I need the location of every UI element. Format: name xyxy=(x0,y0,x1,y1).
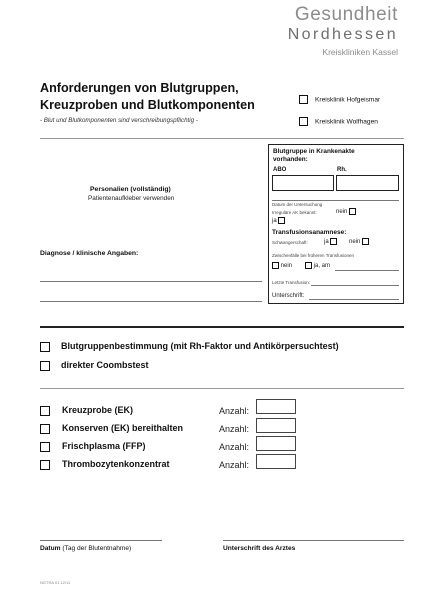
product-konserven[interactable] xyxy=(40,423,183,434)
product-kreuzprobe[interactable] xyxy=(40,405,133,416)
transfusionsanamnese-title: Transfusionsanamnese: xyxy=(272,229,347,236)
diagnose-line-2[interactable] xyxy=(40,301,262,302)
logo-line-1: Gesundheit xyxy=(294,4,398,25)
checkbox[interactable] xyxy=(40,460,50,470)
form-code: NGTRA 01 12/11 xyxy=(40,580,71,585)
checkbox[interactable] xyxy=(272,262,279,269)
divider-top xyxy=(40,138,404,139)
anzahl-field-thrombozyten[interactable] xyxy=(256,454,296,469)
diagnose-label: Diagnose / klinische Angaben: xyxy=(40,250,139,257)
unterschrift-line[interactable] xyxy=(309,299,399,300)
clinic-option-wolfhagen[interactable] xyxy=(299,117,378,126)
clinic-option-hofgeismar[interactable] xyxy=(299,95,380,104)
checkbox[interactable] xyxy=(299,95,308,104)
form-title-line-1: Anforderungen von Blutgruppen, xyxy=(40,81,239,95)
zwischenfaelle-ja-option[interactable] xyxy=(305,262,330,269)
checkbox[interactable] xyxy=(299,117,308,126)
form-subtitle: - Blut und Blutkomponenten sind verschreibungspflichtig - xyxy=(40,117,198,124)
anzahl-label: Anzahl: xyxy=(219,460,250,470)
bloodgroup-title-line-1: Blutgruppe in Krankenakte xyxy=(273,148,355,155)
anzahl-label: Anzahl: xyxy=(219,424,250,434)
ja-label: ja xyxy=(272,218,277,225)
product-label: Frischplasma (FFP) xyxy=(62,441,146,451)
form-title-line-2: Kreuzproben und Blutkomponenten xyxy=(40,98,255,112)
product-label: Thrombozytenkonzentrat xyxy=(62,459,170,469)
checkbox[interactable] xyxy=(330,238,337,245)
zwischenfaelle-label: Zwischenfälle bei früheren Transfusionen xyxy=(272,253,355,258)
checkbox[interactable] xyxy=(40,442,50,452)
anzahl-label: Anzahl: xyxy=(219,406,250,416)
product-thrombozytenkonzentrat[interactable] xyxy=(40,459,170,470)
logo-line-3: Kreiskliniken Kassel xyxy=(322,47,398,57)
checkbox[interactable] xyxy=(40,342,50,352)
datum-line[interactable] xyxy=(40,540,162,541)
checkbox[interactable] xyxy=(305,262,312,269)
unterschrift-label: Unterschrift: xyxy=(272,293,305,299)
nein-label: nein xyxy=(336,209,348,216)
test-blutgruppenbestimmung[interactable] xyxy=(40,341,339,352)
test-label: direkter Coombstest xyxy=(61,360,149,370)
checkbox[interactable] xyxy=(362,238,369,245)
bloodgroup-panel xyxy=(268,144,404,304)
zwischenfaelle-datum-line[interactable] xyxy=(335,270,399,271)
irregulaere-ja-option[interactable] xyxy=(272,217,285,224)
diagnose-line-1[interactable] xyxy=(40,281,262,282)
patientenaufkleber-hint: Patientenaufkleber verwenden xyxy=(88,195,175,202)
product-label: Konserven (EK) bereithalten xyxy=(62,423,184,433)
rh-label: Rh. xyxy=(337,167,347,173)
anzahl-field-kreuzprobe[interactable] xyxy=(256,399,296,414)
arzt-unterschrift-line[interactable] xyxy=(223,540,404,541)
clinic-label: Kreisklinik Wolfhagen xyxy=(315,118,378,126)
letzte-transfusion-line[interactable] xyxy=(311,285,399,286)
anzahl-field-frischplasma[interactable] xyxy=(256,436,296,451)
datum-label-bold: Datum xyxy=(40,545,61,552)
clinic-label: Kreisklinik Hofgeismar xyxy=(315,96,381,104)
zwischenfaelle-nein-option[interactable] xyxy=(272,262,292,269)
checkbox[interactable] xyxy=(278,217,285,224)
bloodgroup-title-line-2: vorhanden: xyxy=(273,156,308,163)
ja-am-label: ja, am xyxy=(313,263,331,270)
checkbox[interactable] xyxy=(40,424,50,434)
schwangerschaft-nein-option[interactable] xyxy=(349,238,369,245)
divider-tests xyxy=(40,326,404,328)
form-title xyxy=(40,80,255,114)
nein-label: nein xyxy=(280,263,293,270)
test-label: Blutgruppenbestimmung (mit Rh-Faktor und Antikörpersuchtest) xyxy=(61,341,339,351)
checkbox[interactable] xyxy=(349,208,356,215)
ja-label: ja xyxy=(324,239,329,246)
checkbox[interactable] xyxy=(40,361,50,371)
datum-untersuchung-line[interactable] xyxy=(272,200,399,201)
datum-label xyxy=(40,545,131,552)
rh-field[interactable] xyxy=(336,175,399,191)
datum-untersuchung-label: Datum der Untersuchung xyxy=(272,202,323,207)
anzahl-field-konserven[interactable] xyxy=(256,418,296,433)
irregulaere-nein-option[interactable] xyxy=(336,208,356,215)
product-frischplasma[interactable] xyxy=(40,441,146,452)
product-label: Kreuzprobe (EK) xyxy=(62,405,134,415)
abo-field[interactable] xyxy=(272,175,334,191)
logo-line-2: Nordhessen xyxy=(287,26,398,43)
anzahl-label: Anzahl: xyxy=(219,442,250,452)
abo-label: ABO xyxy=(273,167,287,173)
schwangerschaft-label: Schwangerschaft: xyxy=(272,240,308,245)
schwangerschaft-ja-option[interactable] xyxy=(324,238,337,245)
test-direkter-coombstest[interactable] xyxy=(40,360,149,371)
datum-label-rest: (Tag der Blutentnahme) xyxy=(60,545,132,552)
nein-label: nein xyxy=(349,239,361,246)
personalien-label: Personalien (vollständig) xyxy=(90,186,171,193)
checkbox[interactable] xyxy=(40,406,50,416)
bloodgroup-title xyxy=(273,148,355,164)
arzt-unterschrift-label: Unterschrift des Arztes xyxy=(223,545,296,552)
divider-products xyxy=(40,388,404,389)
irregulaere-ak-label: Irreguläre AK bekannt: xyxy=(272,210,317,215)
letzte-transfusion-label: Letzte Transfusion: xyxy=(272,280,311,285)
